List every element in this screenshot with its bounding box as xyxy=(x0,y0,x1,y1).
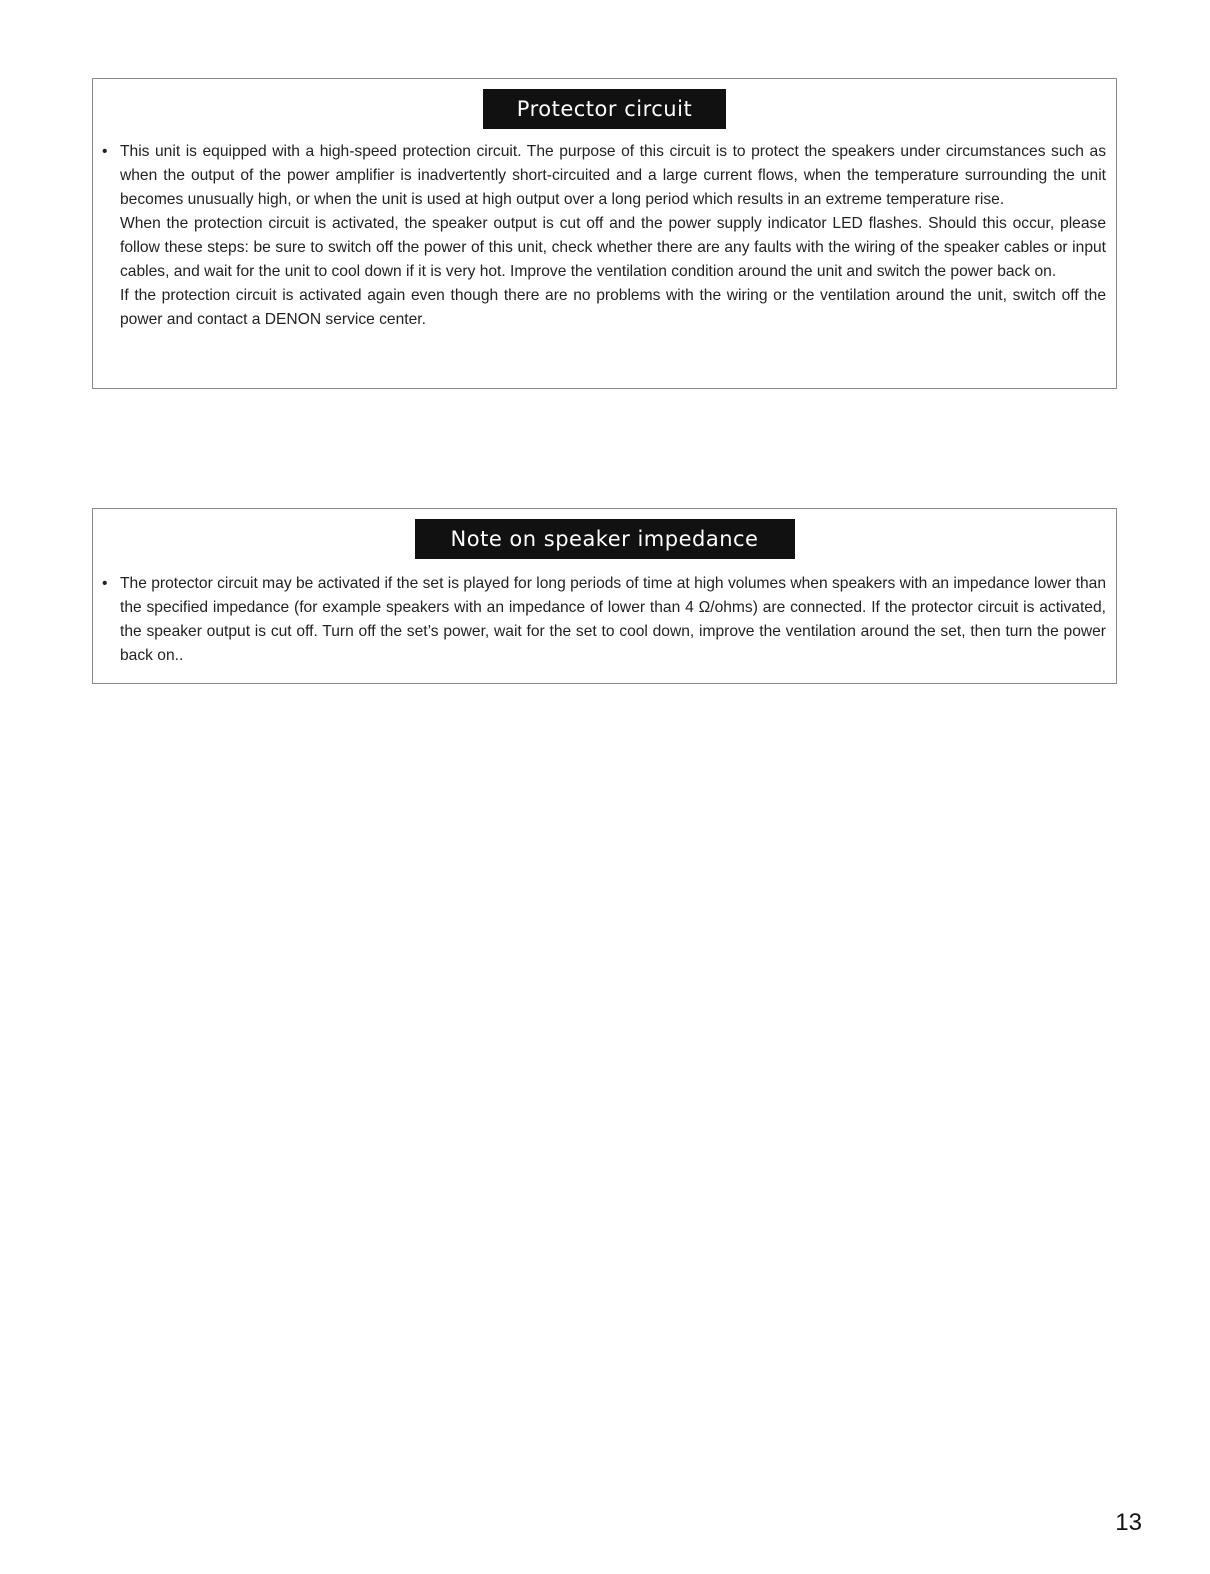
section-heading: Note on speaker impedance xyxy=(415,519,795,559)
bullet-item xyxy=(102,140,1106,332)
bullet-icon: • xyxy=(102,575,108,592)
section-heading: Protector circuit xyxy=(483,89,726,129)
protector-circuit-section xyxy=(92,78,1117,389)
speaker-impedance-section xyxy=(92,508,1117,684)
paragraph: The protector circuit may be activated if the set is played for long periods of time at high volumes when speakers with an impedance lower than the specified impedance (for example speakers with an impedance of lower than 4 Ω/ohms) are connected. If the protector circuit is activated, the speaker output is cut off. Turn off the set’s power, wait for the set to cool down, improve the ventilation around the set, then turn the power back on.. xyxy=(120,575,1106,664)
paragraph: This unit is equipped with a high-speed protection circuit. The purpose of this circuit is to protect the speakers under circumstances such as when the output of the power amplifier is inadvertently short-circuited and a large current flows, when the temperature surrounding the unit becomes unusually high, or when the unit is used at high output over a long period which results in an extreme temperature rise. xyxy=(120,143,1106,208)
page-number: 13 xyxy=(1115,1509,1142,1536)
bullet-item xyxy=(102,572,1106,668)
bullet-icon: • xyxy=(102,143,108,160)
paragraph: When the protection circuit is activated, the speaker output is cut off and the power supply indicator LED flashes. Should this occur, please follow these steps: be sure to switch off the power of this unit, check whether there are any faults with the wiring of the speaker cables or input cables, and wait for the unit to cool down if it is very hot. Improve the ventilation condition around the unit and switch the power back on. xyxy=(120,215,1106,280)
paragraph: If the protection circuit is activated again even though there are no problems with the wiring or the ventilation around the unit, switch off the power and contact a DENON service center. xyxy=(120,287,1106,328)
